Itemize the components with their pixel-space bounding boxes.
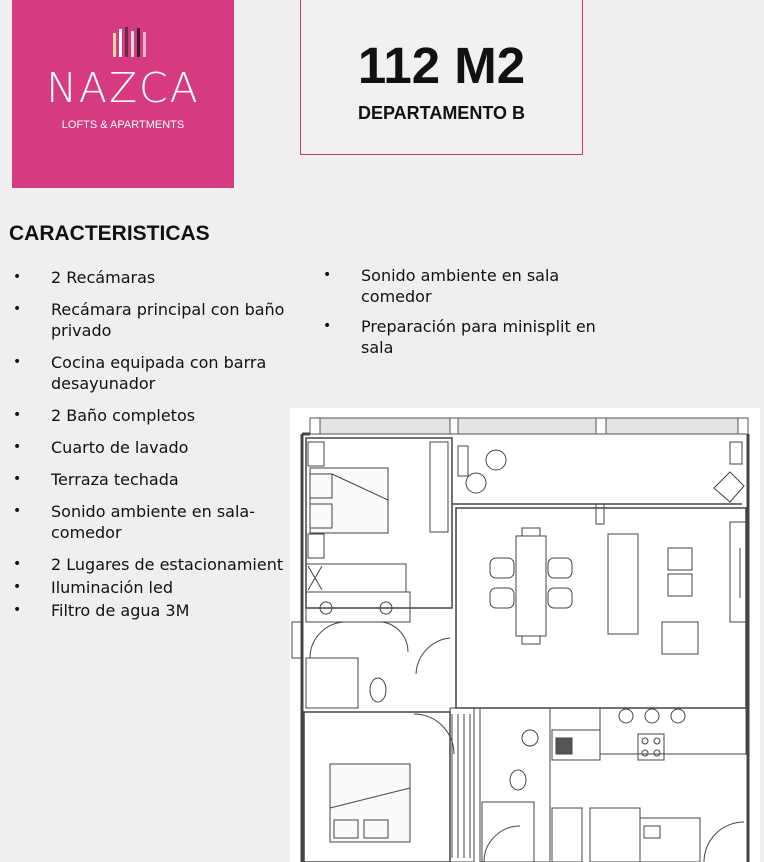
brand-name: NAZCA bbox=[46, 64, 200, 112]
feature-item: • Cuarto de lavado bbox=[12, 437, 297, 458]
brand-tagline: LOFTS & APARTMENTS bbox=[61, 119, 185, 131]
features-list-right bbox=[322, 265, 622, 367]
feature-item: • Recámara principal con baño privado bbox=[12, 299, 297, 341]
feature-item: • Terraza techada bbox=[12, 469, 297, 490]
feature-item: • 2 Baño completos bbox=[12, 405, 297, 426]
feature-item: • Cocina equipada con barra desayunador bbox=[12, 352, 297, 394]
features-heading: CARACTERISTICAS bbox=[9, 222, 210, 245]
feature-item: • Preparación para minisplit en sala bbox=[322, 316, 622, 358]
brand-logo bbox=[12, 0, 234, 188]
features-list-left bbox=[12, 267, 297, 632]
feature-item: • 2 Recámaras bbox=[12, 267, 297, 288]
feature-item: • Sonido ambiente en sala comedor bbox=[322, 265, 622, 307]
feature-item: • Sonido ambiente en sala-comedor bbox=[12, 501, 297, 543]
floor-plan bbox=[290, 408, 760, 862]
unit-name: DEPARTAMENTO B bbox=[357, 103, 525, 123]
feature-item: • 2 Lugares de estacionamient bbox=[12, 554, 297, 575]
floor-plan-drawing-icon bbox=[290, 408, 760, 862]
logo-bars-icon bbox=[112, 27, 152, 57]
feature-item: • Iluminación led bbox=[12, 577, 297, 598]
unit-area: 112 M2 bbox=[357, 37, 526, 94]
unit-info-box bbox=[300, 0, 583, 155]
feature-item: • Filtro de agua 3M bbox=[12, 600, 297, 621]
